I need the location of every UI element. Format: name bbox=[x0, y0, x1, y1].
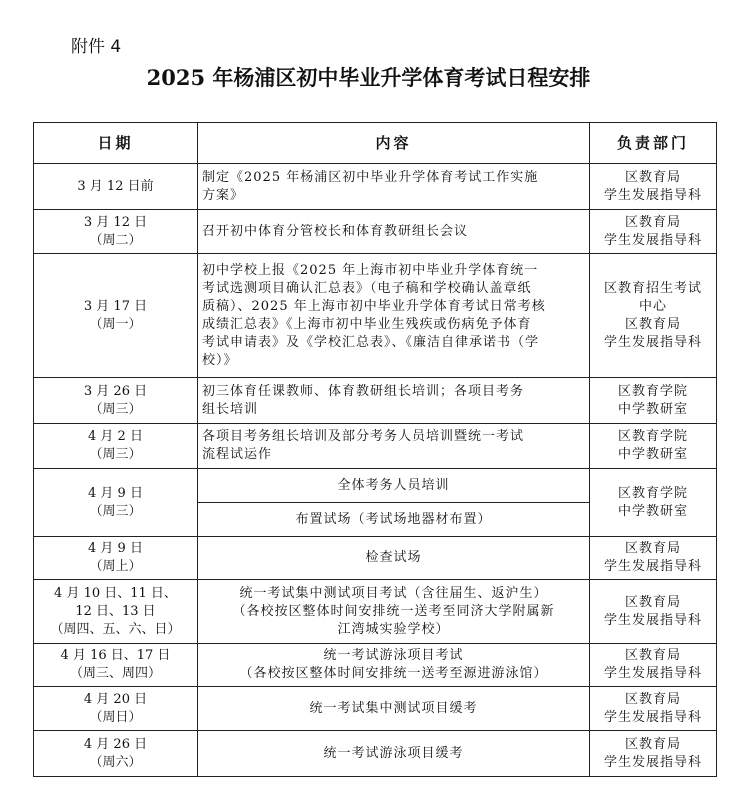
content-cell: 初三体育任课教师、体育教研组长培训；各项目考务 组长培训 bbox=[198, 378, 590, 424]
table-row bbox=[34, 424, 717, 469]
content-cell: 布置试场（考试场地器材布置） bbox=[198, 503, 590, 537]
table-row bbox=[34, 644, 717, 687]
header-dept: 负责部门 bbox=[590, 123, 717, 164]
dept-cell: 区教育局 学生发展指导科 bbox=[590, 580, 717, 644]
dept-cell: 区教育局 学生发展指导科 bbox=[590, 164, 717, 210]
dept-cell: 区教育学院 中学教研室 bbox=[590, 469, 717, 537]
content-cell: 统一考试游泳项目缓考 bbox=[198, 731, 590, 777]
table-row bbox=[34, 254, 717, 378]
attachment-label: 附件 4 bbox=[71, 37, 122, 57]
content-cell: 各项目考务组长培训及部分考务人员培训暨统一考试 流程试运作 bbox=[198, 424, 590, 469]
header-date: 日期 bbox=[34, 123, 198, 164]
table-row bbox=[34, 164, 717, 210]
content-cell: 统一考试集中测试项目考试（含往届生、返沪生） （各校按区整体时间安排统一送考至同济大学附属新 江湾城实验学校） bbox=[198, 580, 590, 644]
content-cell: 统一考试游泳项目考试 （各校按区整体时间安排统一送考至源进游泳馆） bbox=[198, 644, 590, 687]
table-row bbox=[34, 687, 717, 731]
content-cell: 初中学校上报《2025 年上海市初中毕业升学体育统一 考试选测项目确认汇总表》（电子稿和学校确认盖章纸 质稿）、2025 年上海市初中毕业升学体育考试日常考核 成绩汇总表》《上海市初中毕业生残疾或伤病免予体育 考试申请表》及《学校汇总表》、《廉洁自律承诺书（学 校）》 bbox=[198, 254, 590, 378]
content-cell: 制定《2025 年杨浦区初中毕业升学体育考试工作实施 方案》 bbox=[198, 164, 590, 210]
page-title: 2025 年杨浦区初中毕业升学体育考试日程安排 bbox=[146, 65, 591, 90]
table-row bbox=[34, 537, 717, 580]
date-cell: 4 月 26 日 （周六） bbox=[34, 731, 198, 777]
date-cell: 3 月 26 日 （周三） bbox=[34, 378, 198, 424]
schedule-table bbox=[33, 122, 717, 777]
content-cell: 统一考试集中测试项目缓考 bbox=[198, 687, 590, 731]
date-cell: 4 月 16 日、17 日 （周三、周四） bbox=[34, 644, 198, 687]
dept-cell: 区教育局 学生发展指导科 bbox=[590, 210, 717, 254]
date-cell: 4 月 9 日 （周上） bbox=[34, 537, 198, 580]
date-cell: 3 月 12 日 （周二） bbox=[34, 210, 198, 254]
content-cell: 检查试场 bbox=[198, 537, 590, 580]
date-cell: 4 月 2 日 （周三） bbox=[34, 424, 198, 469]
dept-cell: 区教育学院 中学教研室 bbox=[590, 378, 717, 424]
table-row bbox=[34, 731, 717, 777]
dept-cell: 区教育局 学生发展指导科 bbox=[590, 687, 717, 731]
dept-cell: 区教育学院 中学教研室 bbox=[590, 424, 717, 469]
dept-cell: 区教育局 学生发展指导科 bbox=[590, 731, 717, 777]
dept-cell: 区教育局 学生发展指导科 bbox=[590, 644, 717, 687]
table-row bbox=[34, 378, 717, 424]
content-cell: 召开初中体育分管校长和体育教研组长会议 bbox=[198, 210, 590, 254]
header-content: 内容 bbox=[198, 123, 590, 164]
date-cell: 3 月 17 日 （周一） bbox=[34, 254, 198, 378]
date-cell: 4 月 20 日 （周日） bbox=[34, 687, 198, 731]
date-cell: 4 月 10 日、11 日、 12 日、13 日 （周四、五、六、日） bbox=[34, 580, 198, 644]
table-row bbox=[34, 580, 717, 644]
table-row bbox=[34, 469, 717, 503]
dept-cell: 区教育招生考试 中心 区教育局 学生发展指导科 bbox=[590, 254, 717, 378]
date-cell: 4 月 9 日 （周三） bbox=[34, 469, 198, 537]
date-cell: 3 月 12 日前 bbox=[34, 164, 198, 210]
content-cell: 全体考务人员培训 bbox=[198, 469, 590, 503]
table-header-row bbox=[34, 123, 717, 164]
dept-cell: 区教育局 学生发展指导科 bbox=[590, 537, 717, 580]
table-row bbox=[34, 210, 717, 254]
